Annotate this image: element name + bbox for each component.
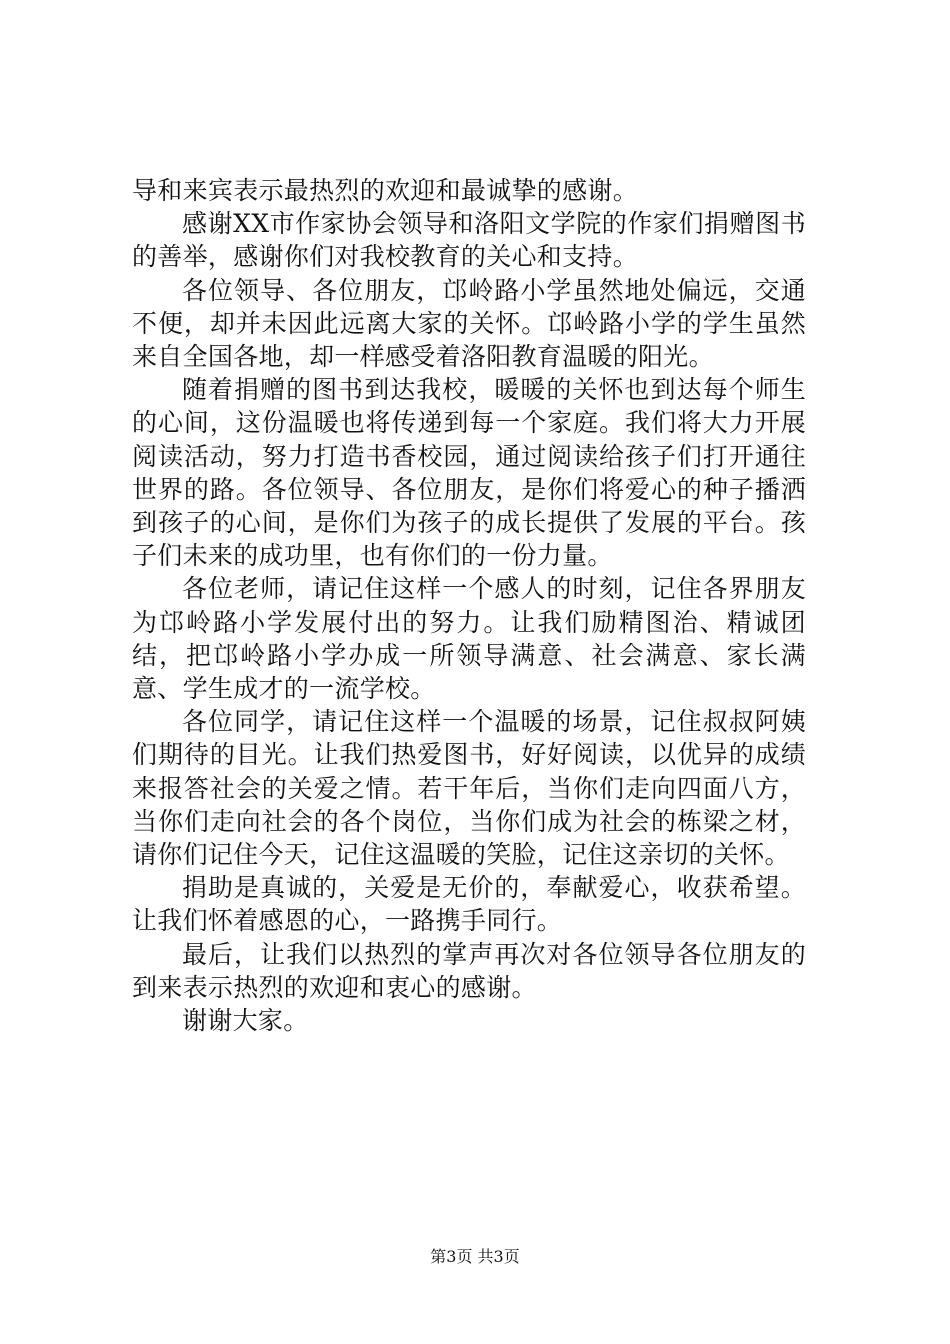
paragraph-thanks-writers: 感谢XX市作家协会领导和洛阳文学院的作家们捐赠图书的善举，感谢你们对我校教育的关心和支持。	[132, 209, 806, 272]
paragraph-gratitude: 捐助是真诚的，关爱是无价的，奉献爱心，收获希望。让我们怀着感恩的心，一路携手同行。	[132, 873, 806, 936]
paragraph-books-arrival: 随着捐赠的图书到达我校，暖暖的关怀也到达每个师生的心间，这份温暖也将传递到每一个家庭。我们将大力开展阅读活动，努力打造书香校园，通过阅读给孩子们打开通往世界的路。各位领导、各位朋友，是你们将爱心的种子播洒到孩子的心间，是你们为孩子的成长提供了发展的平台。孩子们未来的成功里，也有你们的一份力量。	[132, 375, 806, 571]
paragraph-closing: 最后，让我们以热烈的掌声再次对各位领导各位朋友的到来表示热烈的欢迎和衷心的感谢。	[132, 939, 806, 1002]
document-body	[132, 174, 806, 1037]
paragraph-students: 各位同学，请记住这样一个温暖的场景，记住叔叔阿姨们期待的目光。让我们热爱图书，好好阅读，以优异的成绩来报答社会的关爱之情。若干年后，当你们走向四面八方，当你们走向社会的各个岗位，当你们成为社会的栋梁之材，请你们记住今天，记住这温暖的笑脸，记住这亲切的关怀。	[132, 707, 806, 870]
paragraph-thank-you: 谢谢大家。	[182, 1006, 309, 1036]
page-number-footer: 第3页 共3页	[430, 1247, 520, 1266]
paragraph-teachers: 各位老师，请记住这样一个感人的时刻，记住各界朋友为邙岭路小学发展付出的努力。让我们励精图治、精诚团结，把邙岭路小学办成一所领导满意、社会满意、家长满意、学生成才的一流学校。	[132, 574, 806, 704]
paragraph-school-location: 各位领导、各位朋友，邙岭路小学虽然地处偏远，交通不便，却并未因此远离大家的关怀。邙岭路小学的学生虽然来自全国各地，却一样感受着洛阳教育温暖的阳光。	[132, 275, 806, 372]
paragraph-continued: 导和来宾表示最热烈的欢迎和最诚挚的感谢。	[132, 176, 639, 205]
